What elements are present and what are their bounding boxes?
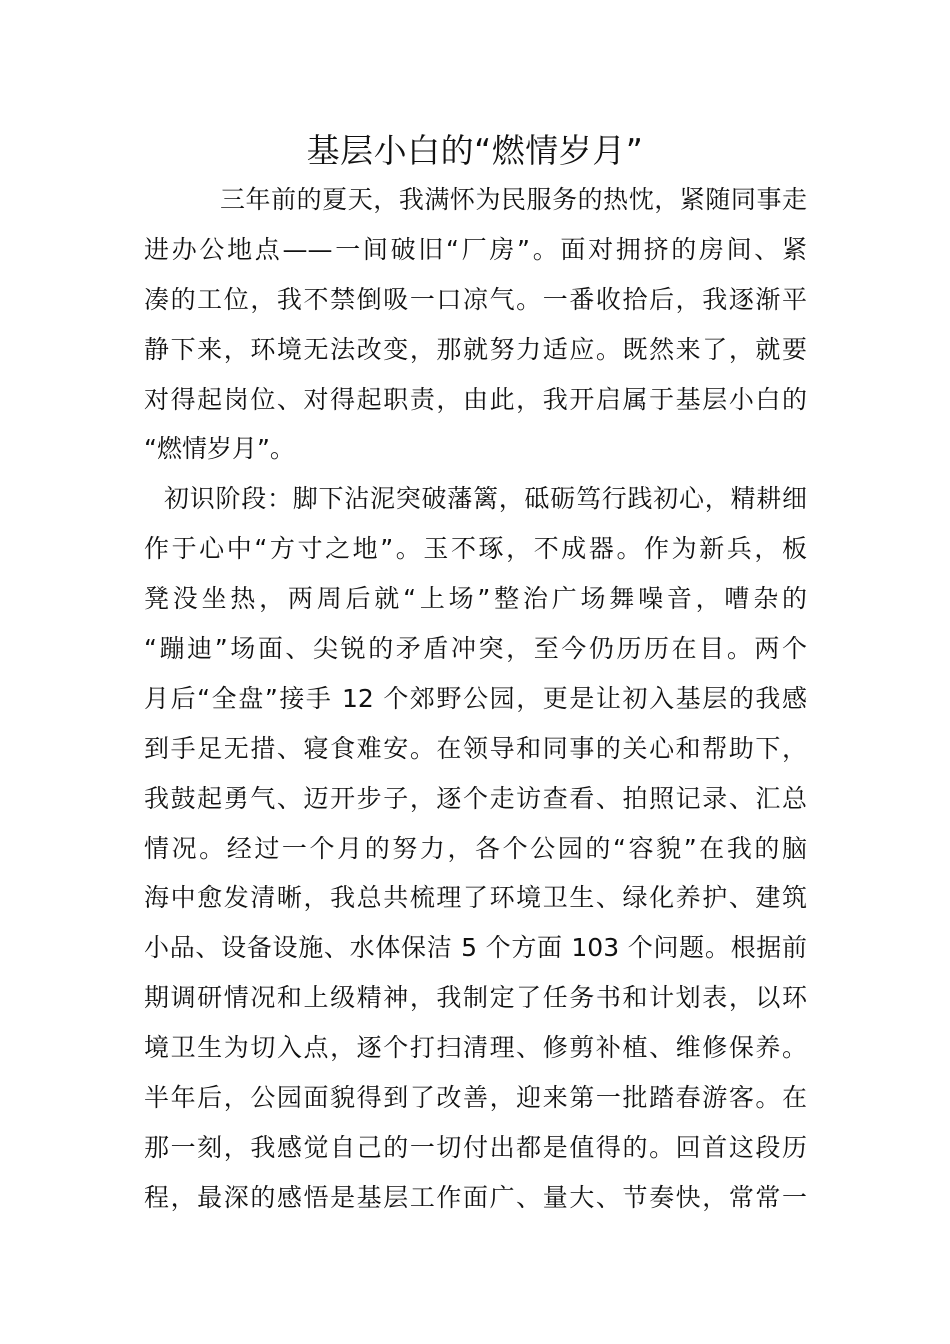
paragraph-line: “燃情岁月”。 — [144, 434, 295, 464]
paragraph-line: 情况。经过一个月的努力，各个公园的“容貌”在我的脑 — [144, 833, 807, 863]
paragraph-line: 那一刻，我感觉自己的一切付出都是值得的。回首这段历 — [144, 1132, 807, 1162]
paragraph-line: 到手足无措、寝食难安。在领导和同事的关心和帮助下， — [144, 733, 807, 763]
paragraph-line: 程，最深的感悟是基层工作面广、量大、节奏快，常常一 — [144, 1182, 807, 1212]
paragraph-line: 进办公地点——一间破旧“厂房”。面对拥挤的房间、紧 — [144, 234, 807, 264]
paragraph-line: 静下来，环境无法改变，那就努力适应。既然来了，就要 — [144, 334, 807, 364]
paragraph-line: 境卫生为切入点，逐个打扫清理、修剪补植、维修保养。 — [144, 1033, 807, 1063]
paragraph-line: 海中愈发清晰，我总共梳理了环境卫生、绿化养护、建筑 — [144, 883, 807, 913]
document-title: 基层小白的“燃情岁月” — [306, 131, 644, 170]
paragraph-line: 作于心中“方寸之地”。玉不琢，不成器。作为新兵，板 — [144, 534, 807, 564]
paragraph-line: 月后“全盘”接手 12 个郊野公园，更是让初入基层的我感 — [144, 683, 807, 713]
paragraph-line: 初识阶段：脚下沾泥突破藩篱，砥砺笃行践初心，精耕细 — [164, 484, 807, 514]
paragraph-line: 对得起岗位、对得起职责，由此，我开启属于基层小白的 — [144, 384, 807, 414]
document-body — [144, 175, 807, 1223]
paragraph-line: “蹦迪”场面、尖锐的矛盾冲突，至今仍历历在目。两个 — [144, 634, 807, 664]
paragraph-line: 小品、设备设施、水体保洁 5 个方面 103 个问题。根据前 — [144, 933, 807, 963]
paragraph-line: 凳没坐热，两周后就“上场”整治广场舞噪音，嘈杂的 — [144, 584, 807, 614]
paragraph-line: 凑的工位，我不禁倒吸一口凉气。一番收拾后，我逐渐平 — [144, 284, 807, 314]
paragraph-line: 我鼓起勇气、迈开步子，逐个走访查看、拍照记录、汇总 — [144, 783, 807, 813]
paragraph-line: 三年前的夏天，我满怀为民服务的热忱，紧随同事走 — [220, 185, 807, 214]
paragraph-line: 期调研情况和上级精神，我制定了任务书和计划表，以环 — [144, 983, 807, 1013]
paragraph-line: 半年后，公园面貌得到了改善，迎来第一批踏春游客。在 — [144, 1083, 807, 1113]
